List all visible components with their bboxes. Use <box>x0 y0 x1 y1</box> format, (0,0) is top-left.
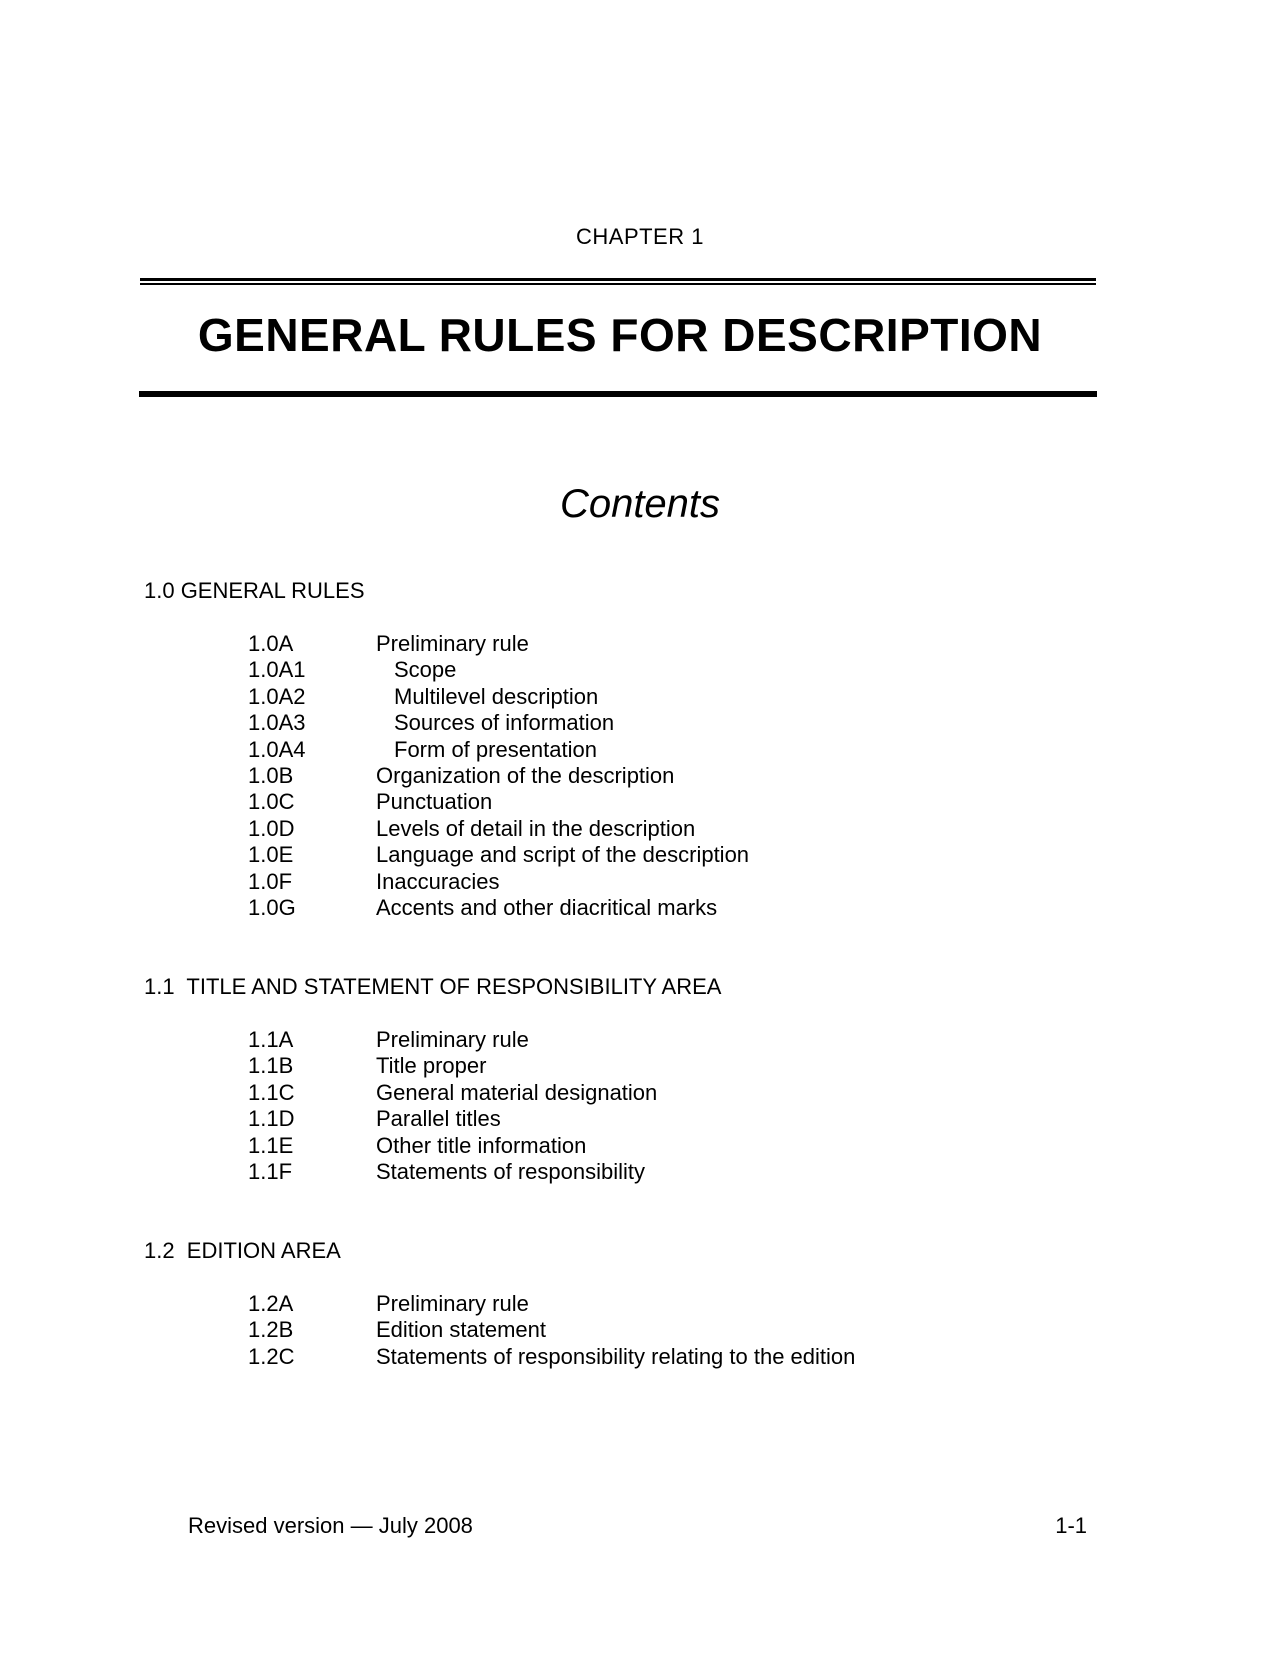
toc-entry[interactable] <box>144 737 1104 763</box>
title-bottom-rule <box>139 391 1097 397</box>
toc-entry[interactable] <box>144 816 1104 842</box>
toc-entry[interactable] <box>144 684 1104 710</box>
toc-entry-label: Sources of information <box>394 710 615 736</box>
toc-entry-label: Title proper <box>376 1053 487 1079</box>
toc-entry-code: 1.2C <box>248 1343 295 1369</box>
toc-entry-label: Parallel titles <box>376 1106 501 1132</box>
toc-entry-code: 1.0C <box>248 789 295 815</box>
toc-entry[interactable] <box>144 1080 1104 1106</box>
toc-entry-label: General material designation <box>376 1079 658 1105</box>
toc-section-title-area <box>144 974 1104 1185</box>
toc-section-heading: 1.1 TITLE AND STATEMENT OF RESPONSIBILITY AREA <box>144 974 722 999</box>
toc-entry-label: Preliminary rule <box>376 631 529 656</box>
toc-entry[interactable] <box>144 657 1104 683</box>
toc-entry[interactable] <box>144 895 1104 921</box>
page-title: GENERAL RULES FOR DESCRIPTION <box>197 309 1043 361</box>
toc-entry-code: 1.1F <box>248 1158 293 1184</box>
toc-entry-code: 1.0A1 <box>248 657 306 683</box>
toc-entry-label: Statements of responsibility <box>376 1158 646 1184</box>
toc-entry-code: 1.0B <box>248 762 294 788</box>
toc-entry[interactable] <box>144 1291 1104 1317</box>
toc-entry-label: Other title information <box>376 1132 587 1158</box>
footer-revision: Revised version — July 2008 <box>188 1513 473 1538</box>
toc-entry[interactable] <box>144 1317 1104 1343</box>
contents-heading: Contents <box>559 482 721 526</box>
toc-section-heading: 1.0 GENERAL RULES <box>144 578 365 603</box>
toc-entry-code: 1.0A3 <box>248 710 306 736</box>
toc-entry-label: Organization of the description <box>376 762 675 788</box>
toc-entry-list <box>144 1291 1104 1370</box>
toc-entry-code: 1.0A2 <box>248 683 306 709</box>
toc-entry[interactable] <box>144 1053 1104 1079</box>
toc-section-heading: 1.2 EDITION AREA <box>144 1238 341 1263</box>
toc-entry-label: Preliminary rule <box>376 1291 529 1316</box>
toc-entry-label: Punctuation <box>376 789 493 815</box>
toc-entry-label: Inaccuracies <box>376 868 500 894</box>
toc-entry-code: 1.0G <box>248 894 296 920</box>
toc-entry[interactable] <box>144 1344 1104 1370</box>
toc-entry-code: 1.0A4 <box>248 736 306 762</box>
title-top-rule <box>140 278 1096 285</box>
toc-entry-code: 1.1D <box>248 1106 295 1132</box>
toc-entry-code: 1.1A <box>248 1027 294 1052</box>
toc-entry[interactable] <box>144 1027 1104 1053</box>
toc-entry-code: 1.2B <box>248 1317 294 1343</box>
toc-entry-code: 1.0E <box>248 842 294 868</box>
toc-entry[interactable] <box>144 1159 1104 1185</box>
toc-entry-code: 1.1B <box>248 1053 294 1079</box>
toc-entry-code: 1.2A <box>248 1291 294 1316</box>
chapter-label: CHAPTER 1 <box>576 224 704 249</box>
toc-entry-label: Accents and other diacritical marks <box>376 894 718 920</box>
toc-entry-list <box>144 631 1104 921</box>
toc-entry-code: 1.0D <box>248 815 295 841</box>
toc-entry-code: 1.1C <box>248 1079 295 1105</box>
toc-entry-label: Multilevel description <box>394 683 599 709</box>
toc-section-edition-area <box>144 1238 1104 1370</box>
toc-entry-label: Edition statement <box>376 1317 546 1343</box>
toc-entry[interactable] <box>144 869 1104 895</box>
toc-entry-label: Form of presentation <box>394 736 597 762</box>
toc-entry-code: 1.1E <box>248 1132 294 1158</box>
toc-entry[interactable] <box>144 631 1104 657</box>
toc-entry[interactable] <box>144 763 1104 789</box>
toc-entry-label: Statements of responsibility relating to the edition <box>376 1343 856 1369</box>
toc-entry-label: Preliminary rule <box>376 1027 529 1052</box>
toc-entry[interactable] <box>144 789 1104 815</box>
toc-entry-label: Levels of detail in the description <box>376 815 696 841</box>
toc-entry-label: Scope <box>394 657 457 683</box>
toc-entry[interactable] <box>144 842 1104 868</box>
toc-section-general-rules <box>144 578 1104 921</box>
toc-entry[interactable] <box>144 1106 1104 1132</box>
toc-entry-list <box>144 1027 1104 1185</box>
toc-entry[interactable] <box>144 1133 1104 1159</box>
toc-entry-code: 1.0F <box>248 868 293 894</box>
footer-page-number: 1-1 <box>1055 1513 1087 1538</box>
toc-entry-label: Language and script of the description <box>376 842 750 868</box>
toc-entry[interactable] <box>144 710 1104 736</box>
toc-entry-code: 1.0A <box>248 631 294 656</box>
